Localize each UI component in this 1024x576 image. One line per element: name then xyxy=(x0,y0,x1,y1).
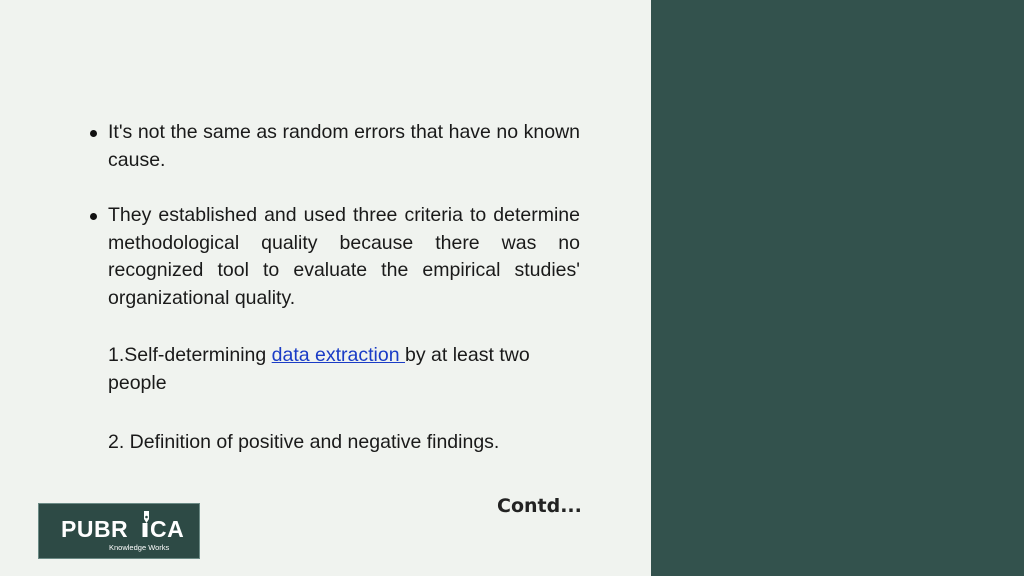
svg-text:PUBR: PUBR xyxy=(61,516,129,542)
bullet-list xyxy=(90,119,580,312)
contd-label: Contd... xyxy=(497,495,582,517)
data-extraction-link[interactable]: data extraction xyxy=(271,344,406,366)
numbered-item-prefix: 1.Self-determining xyxy=(108,344,272,366)
pubrica-logo xyxy=(38,503,200,559)
numbered-item-2: 2. Definition of positive and negative findings. xyxy=(108,431,500,453)
right-panel xyxy=(651,0,1024,576)
bullet-text: It's not the same as random errors that have no known cause. xyxy=(108,121,580,171)
bullet-dot-icon xyxy=(90,130,97,137)
numbered-item-1 xyxy=(108,342,588,397)
bullet-item xyxy=(90,119,580,174)
bullet-item xyxy=(90,202,580,312)
pubrica-logo-icon xyxy=(39,504,199,558)
svg-text:CA: CA xyxy=(150,516,185,542)
numbered-item-suffix: by at least two people xyxy=(108,344,530,394)
svg-text:Knowledge Works: Knowledge Works xyxy=(109,543,170,552)
bullet-dot-icon xyxy=(90,213,97,220)
bullet-text: They established and used three criteria to determine methodological quality because there was no recognized tool to evaluate the empirical studies' organizational quality. xyxy=(108,204,580,309)
